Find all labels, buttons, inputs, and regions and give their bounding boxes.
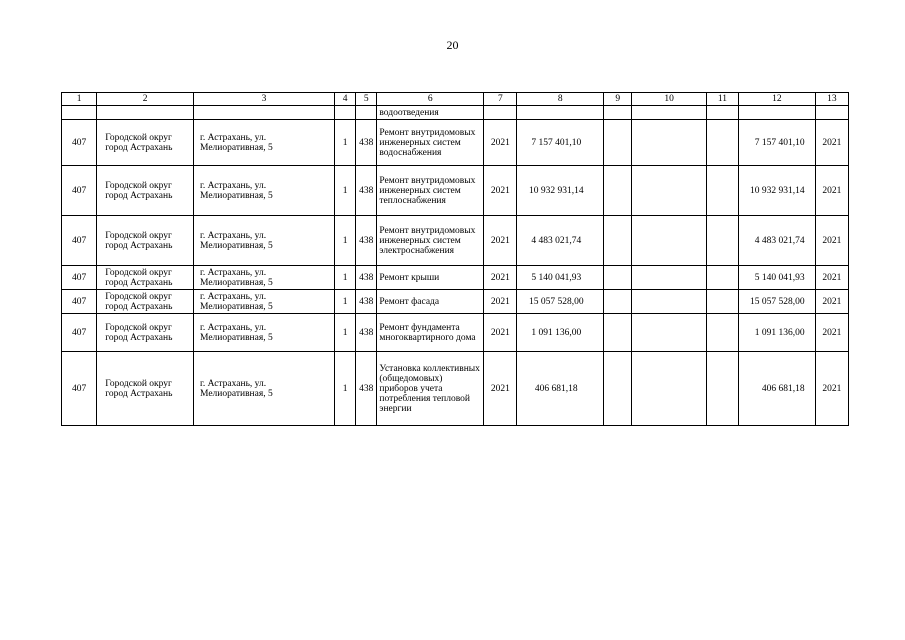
col-4-value: 1 xyxy=(335,352,356,426)
object-number: 407 xyxy=(62,266,97,290)
col-9-value xyxy=(604,266,632,290)
col-11-value xyxy=(706,266,738,290)
col-5-value: 438 xyxy=(356,314,377,352)
address: г. Астрахань, ул. Мелиоративная, 5 xyxy=(194,352,335,426)
col-9-value xyxy=(604,290,632,314)
municipality: Городской округ город Астрахань xyxy=(97,352,194,426)
municipality: Городской округ город Астрахань xyxy=(97,166,194,216)
continuation-work: водоотведения xyxy=(377,106,484,120)
year: 2021 xyxy=(484,166,517,216)
total-cost: 5 140 041,93 xyxy=(739,266,816,290)
col-4-value: 1 xyxy=(335,314,356,352)
year: 2021 xyxy=(484,314,517,352)
col-5-value: 438 xyxy=(356,290,377,314)
col-11-value xyxy=(706,290,738,314)
col-4-value: 1 xyxy=(335,290,356,314)
column-header-13: 13 xyxy=(815,93,848,106)
table-row xyxy=(62,290,849,314)
column-header-1: 1 xyxy=(62,93,97,106)
column-header-7: 7 xyxy=(484,93,517,106)
continuation-row xyxy=(62,106,849,120)
year: 2021 xyxy=(484,216,517,266)
completion-year: 2021 xyxy=(815,216,848,266)
work-type: Ремонт внутридомовых инженерных систем водоснабжения xyxy=(377,120,484,166)
col-9-value xyxy=(604,166,632,216)
column-header-5: 5 xyxy=(356,93,377,106)
column-header-2: 2 xyxy=(97,93,194,106)
object-number: 407 xyxy=(62,290,97,314)
object-number: 407 xyxy=(62,120,97,166)
cost: 1 091 136,00 xyxy=(517,314,604,352)
cost: 15 057 528,00 xyxy=(517,290,604,314)
total-cost: 15 057 528,00 xyxy=(739,290,816,314)
column-header-9: 9 xyxy=(604,93,632,106)
col-11-value xyxy=(706,166,738,216)
object-number: 407 xyxy=(62,216,97,266)
col-11-value xyxy=(706,314,738,352)
address: г. Астрахань, ул. Мелиоративная, 5 xyxy=(194,290,335,314)
cost: 10 932 931,14 xyxy=(517,166,604,216)
table-row xyxy=(62,352,849,426)
object-number: 407 xyxy=(62,166,97,216)
col-10-value xyxy=(632,266,707,290)
municipality: Городской округ город Астрахань xyxy=(97,266,194,290)
completion-year: 2021 xyxy=(815,166,848,216)
completion-year: 2021 xyxy=(815,266,848,290)
col-5-value: 438 xyxy=(356,120,377,166)
municipality: Городской округ город Астрахань xyxy=(97,314,194,352)
work-type: Ремонт фасада xyxy=(377,290,484,314)
work-type: Ремонт внутридомовых инженерных систем теплоснабжения xyxy=(377,166,484,216)
col-9-value xyxy=(604,120,632,166)
col-10-value xyxy=(632,290,707,314)
column-header-6: 6 xyxy=(377,93,484,106)
col-5-value: 438 xyxy=(356,166,377,216)
col-11-value xyxy=(706,352,738,426)
work-type: Установка коллективных (общедомовых) приборов учета потребления тепловой энергии xyxy=(377,352,484,426)
work-type: Ремонт фундамента многоквартирного дома xyxy=(377,314,484,352)
cost: 5 140 041,93 xyxy=(517,266,604,290)
col-9-value xyxy=(604,352,632,426)
col-4-value: 1 xyxy=(335,120,356,166)
col-9-value xyxy=(604,216,632,266)
table-row xyxy=(62,120,849,166)
cost: 406 681,18 xyxy=(517,352,604,426)
column-header-10: 10 xyxy=(632,93,707,106)
col-4-value: 1 xyxy=(335,216,356,266)
year: 2021 xyxy=(484,290,517,314)
object-number: 407 xyxy=(62,352,97,426)
col-10-value xyxy=(632,120,707,166)
address: г. Астрахань, ул. Мелиоративная, 5 xyxy=(194,266,335,290)
cost: 4 483 021,74 xyxy=(517,216,604,266)
table-row xyxy=(62,314,849,352)
work-type: Ремонт внутридомовых инженерных систем электроснабжения xyxy=(377,216,484,266)
year: 2021 xyxy=(484,266,517,290)
col-4-value: 1 xyxy=(335,266,356,290)
header-row xyxy=(62,93,849,106)
year: 2021 xyxy=(484,120,517,166)
address: г. Астрахань, ул. Мелиоративная, 5 xyxy=(194,120,335,166)
completion-year: 2021 xyxy=(815,120,848,166)
page-number: 20 xyxy=(446,38,459,52)
col-4-value: 1 xyxy=(335,166,356,216)
municipality: Городской округ город Астрахань xyxy=(97,216,194,266)
column-header-8: 8 xyxy=(517,93,604,106)
table-row xyxy=(62,266,849,290)
completion-year: 2021 xyxy=(815,290,848,314)
col-5-value: 438 xyxy=(356,352,377,426)
cost: 7 157 401,10 xyxy=(517,120,604,166)
address: г. Астрахань, ул. Мелиоративная, 5 xyxy=(194,216,335,266)
completion-year: 2021 xyxy=(815,352,848,426)
work-type: Ремонт крыши xyxy=(377,266,484,290)
col-5-value: 438 xyxy=(356,266,377,290)
col-10-value xyxy=(632,352,707,426)
total-cost: 4 483 021,74 xyxy=(739,216,816,266)
table-row xyxy=(62,166,849,216)
column-header-11: 11 xyxy=(706,93,738,106)
completion-year: 2021 xyxy=(815,314,848,352)
address: г. Астрахань, ул. Мелиоративная, 5 xyxy=(194,314,335,352)
col-5-value: 438 xyxy=(356,216,377,266)
municipality: Городской округ город Астрахань xyxy=(97,120,194,166)
object-number: 407 xyxy=(62,314,97,352)
municipality: Городской округ город Астрахань xyxy=(97,290,194,314)
col-10-value xyxy=(632,216,707,266)
col-10-value xyxy=(632,166,707,216)
table-row xyxy=(62,216,849,266)
col-11-value xyxy=(706,216,738,266)
column-header-4: 4 xyxy=(335,93,356,106)
repair-program-table xyxy=(61,92,849,426)
column-header-3: 3 xyxy=(194,93,335,106)
total-cost: 406 681,18 xyxy=(739,352,816,426)
column-header-12: 12 xyxy=(739,93,816,106)
year: 2021 xyxy=(484,352,517,426)
total-cost: 1 091 136,00 xyxy=(739,314,816,352)
total-cost: 10 932 931,14 xyxy=(739,166,816,216)
address: г. Астрахань, ул. Мелиоративная, 5 xyxy=(194,166,335,216)
total-cost: 7 157 401,10 xyxy=(739,120,816,166)
col-9-value xyxy=(604,314,632,352)
col-10-value xyxy=(632,314,707,352)
col-11-value xyxy=(706,120,738,166)
